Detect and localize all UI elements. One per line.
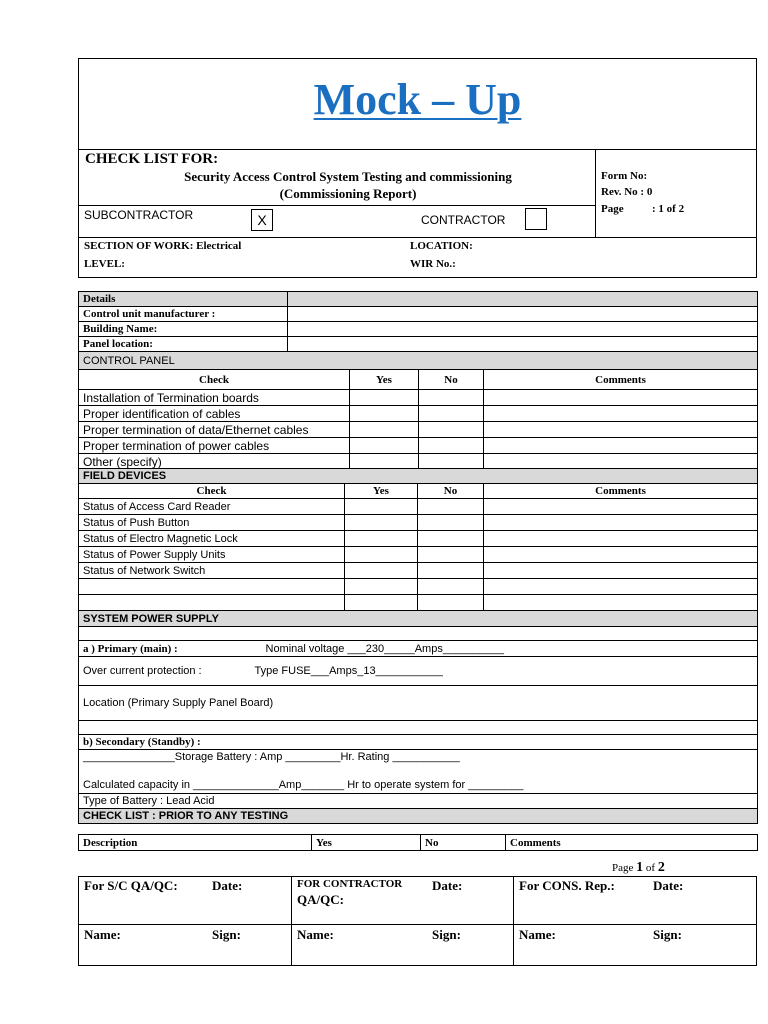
storage-battery-row	[79, 750, 758, 794]
primary-label: a ) Primary (main) :	[83, 642, 178, 655]
checklist-subject-line1: Security Access Control System Testing and commissioning	[184, 169, 512, 184]
rev-no: Rev. No : 0	[601, 186, 653, 198]
no-cell[interactable]	[418, 547, 484, 563]
divider	[291, 876, 292, 966]
name-label: Name:	[84, 927, 121, 942]
page-title: Mock – Up	[313, 75, 522, 124]
contractor-checkbox[interactable]	[525, 208, 547, 230]
divider	[513, 876, 514, 966]
subcontractor-label: SUBCONTRACTOR	[84, 208, 194, 222]
divider	[78, 149, 757, 150]
table-row	[79, 515, 758, 531]
table-row	[79, 547, 758, 563]
subcontractor-checkbox[interactable]: X	[251, 209, 273, 231]
contractor-label: CONTRACTOR	[421, 213, 506, 227]
no-cell[interactable]	[419, 422, 484, 438]
date-label: Date:	[212, 878, 243, 893]
detail-value-field[interactable]	[288, 322, 758, 337]
nominal-voltage: Nominal voltage ___230_____Amps__________	[265, 642, 505, 655]
date-label: Date:	[432, 878, 463, 893]
level-label: LEVEL:	[84, 258, 125, 270]
field-devices-heading: FIELD DEVICES	[79, 469, 758, 484]
column-header-no: No	[421, 835, 506, 851]
power-supply-heading: SYSTEM POWER SUPPLY	[79, 611, 758, 627]
page-number: Page 1 of 2	[612, 860, 665, 875]
yes-cell[interactable]	[350, 438, 419, 454]
comments-cell[interactable]	[484, 531, 758, 547]
divider	[78, 237, 757, 238]
yes-cell[interactable]	[345, 515, 418, 531]
no-cell[interactable]	[418, 531, 484, 547]
location-label: LOCATION:	[410, 240, 473, 252]
comments-cell[interactable]	[484, 563, 758, 579]
comments-cell[interactable]	[484, 390, 758, 406]
check-item: Status of Push Button	[79, 515, 345, 531]
prior-testing-table	[78, 834, 758, 851]
name-label: Name:	[519, 927, 556, 942]
column-header-yes: Yes	[350, 370, 419, 390]
yes-cell[interactable]	[345, 531, 418, 547]
prior-testing-heading: CHECK LIST : PRIOR TO ANY TESTING	[79, 809, 758, 824]
detail-value-field[interactable]	[288, 337, 758, 352]
details-control-panel-table	[78, 291, 758, 470]
date-label: Date:	[653, 878, 684, 893]
fuse-type: Type FUSE___Amps_13___________	[254, 665, 443, 677]
check-item: Status of Electro Magnetic Lock	[79, 531, 345, 547]
detail-label: Control unit manufacturer :	[79, 307, 288, 322]
page-value: : 1 of 2	[652, 203, 685, 215]
table-row	[79, 406, 758, 422]
divider	[78, 205, 595, 206]
sign-label: Sign:	[212, 927, 241, 942]
check-item: Proper termination of data/Ethernet cables	[79, 422, 350, 438]
table-row	[79, 579, 758, 595]
power-supply-table	[78, 610, 758, 824]
no-cell[interactable]	[418, 515, 484, 531]
column-header-check: Check	[79, 484, 345, 499]
check-item: Proper termination of power cables	[79, 438, 350, 454]
over-current-label: Over current protection :	[83, 665, 202, 677]
details-heading: Details	[79, 292, 288, 307]
secondary-label: b) Secondary (Standby) :	[79, 735, 758, 750]
column-header-yes: Yes	[345, 484, 418, 499]
yes-cell[interactable]	[350, 390, 419, 406]
primary-location: Location (Primary Supply Panel Board)	[79, 686, 758, 721]
table-row	[79, 563, 758, 579]
battery-type: Type of Battery : Lead Acid	[79, 794, 758, 809]
form-no: Form No:	[601, 170, 648, 182]
check-item: Status of Access Card Reader	[79, 499, 345, 515]
yes-cell[interactable]	[345, 563, 418, 579]
primary-supply-row	[79, 641, 758, 657]
sign-label: Sign:	[432, 927, 461, 942]
column-header-no: No	[418, 484, 484, 499]
for-contractor-label: FOR CONTRACTOR	[297, 878, 403, 890]
yes-cell[interactable]	[350, 422, 419, 438]
detail-label: Panel location:	[79, 337, 288, 352]
over-current-row	[79, 657, 758, 686]
table-row	[79, 595, 758, 611]
page-label: Page	[601, 203, 624, 215]
control-panel-heading: CONTROL PANEL	[79, 352, 758, 370]
check-item: Status of Network Switch	[79, 563, 345, 579]
column-header-comments: Comments	[484, 370, 758, 390]
divider	[78, 924, 757, 925]
calculated-capacity: Calculated capacity in ______________Amp_______ Hr to operate system for _________	[83, 779, 524, 791]
check-item: Installation of Termination boards	[79, 390, 350, 406]
storage-battery: _______________Storage Battery : Amp _________Hr. Rating ___________	[83, 751, 460, 763]
detail-value-field[interactable]	[288, 307, 758, 322]
comments-cell[interactable]	[484, 547, 758, 563]
checklist-subject-line2: (Commissioning Report)	[279, 186, 417, 201]
field-devices-table	[78, 468, 758, 611]
table-row	[79, 499, 758, 515]
sc-qaqc-label: For S/C QA/QC:	[84, 878, 178, 893]
table-row	[79, 531, 758, 547]
column-header-no: No	[419, 370, 484, 390]
column-header-check: Check	[79, 370, 350, 390]
yes-cell[interactable]	[345, 499, 418, 515]
column-header-comments: Comments	[506, 835, 758, 851]
wir-no-label: WIR No.:	[410, 258, 456, 270]
comments-cell[interactable]	[484, 406, 758, 422]
section-of-work: SECTION OF WORK: Electrical	[84, 240, 242, 252]
check-item: Proper identification of cables	[79, 406, 350, 422]
comments-cell[interactable]	[484, 438, 758, 454]
column-header-description: Description	[79, 835, 312, 851]
cons-rep-label: For CONS. Rep.:	[519, 878, 615, 893]
detail-label: Building Name:	[79, 322, 288, 337]
table-row	[79, 438, 758, 454]
column-header-yes: Yes	[312, 835, 421, 851]
no-cell[interactable]	[419, 406, 484, 422]
check-item: Other (specify)	[79, 454, 350, 470]
comments-cell[interactable]	[484, 499, 758, 515]
check-item: Status of Power Supply Units	[79, 547, 345, 563]
yes-cell[interactable]	[345, 547, 418, 563]
no-cell[interactable]	[419, 438, 484, 454]
no-cell[interactable]	[419, 390, 484, 406]
qaqc-label: QA/QC:	[297, 892, 344, 907]
sign-label: Sign:	[653, 927, 682, 942]
column-header-comments: Comments	[484, 484, 758, 499]
no-cell[interactable]	[418, 563, 484, 579]
checklist-for-label: CHECK LIST FOR:	[85, 151, 219, 167]
comments-cell[interactable]	[484, 422, 758, 438]
name-label: Name:	[297, 927, 334, 942]
table-row	[79, 390, 758, 406]
comments-cell[interactable]	[484, 515, 758, 531]
no-cell[interactable]	[418, 499, 484, 515]
yes-cell[interactable]	[350, 406, 419, 422]
table-row	[79, 422, 758, 438]
